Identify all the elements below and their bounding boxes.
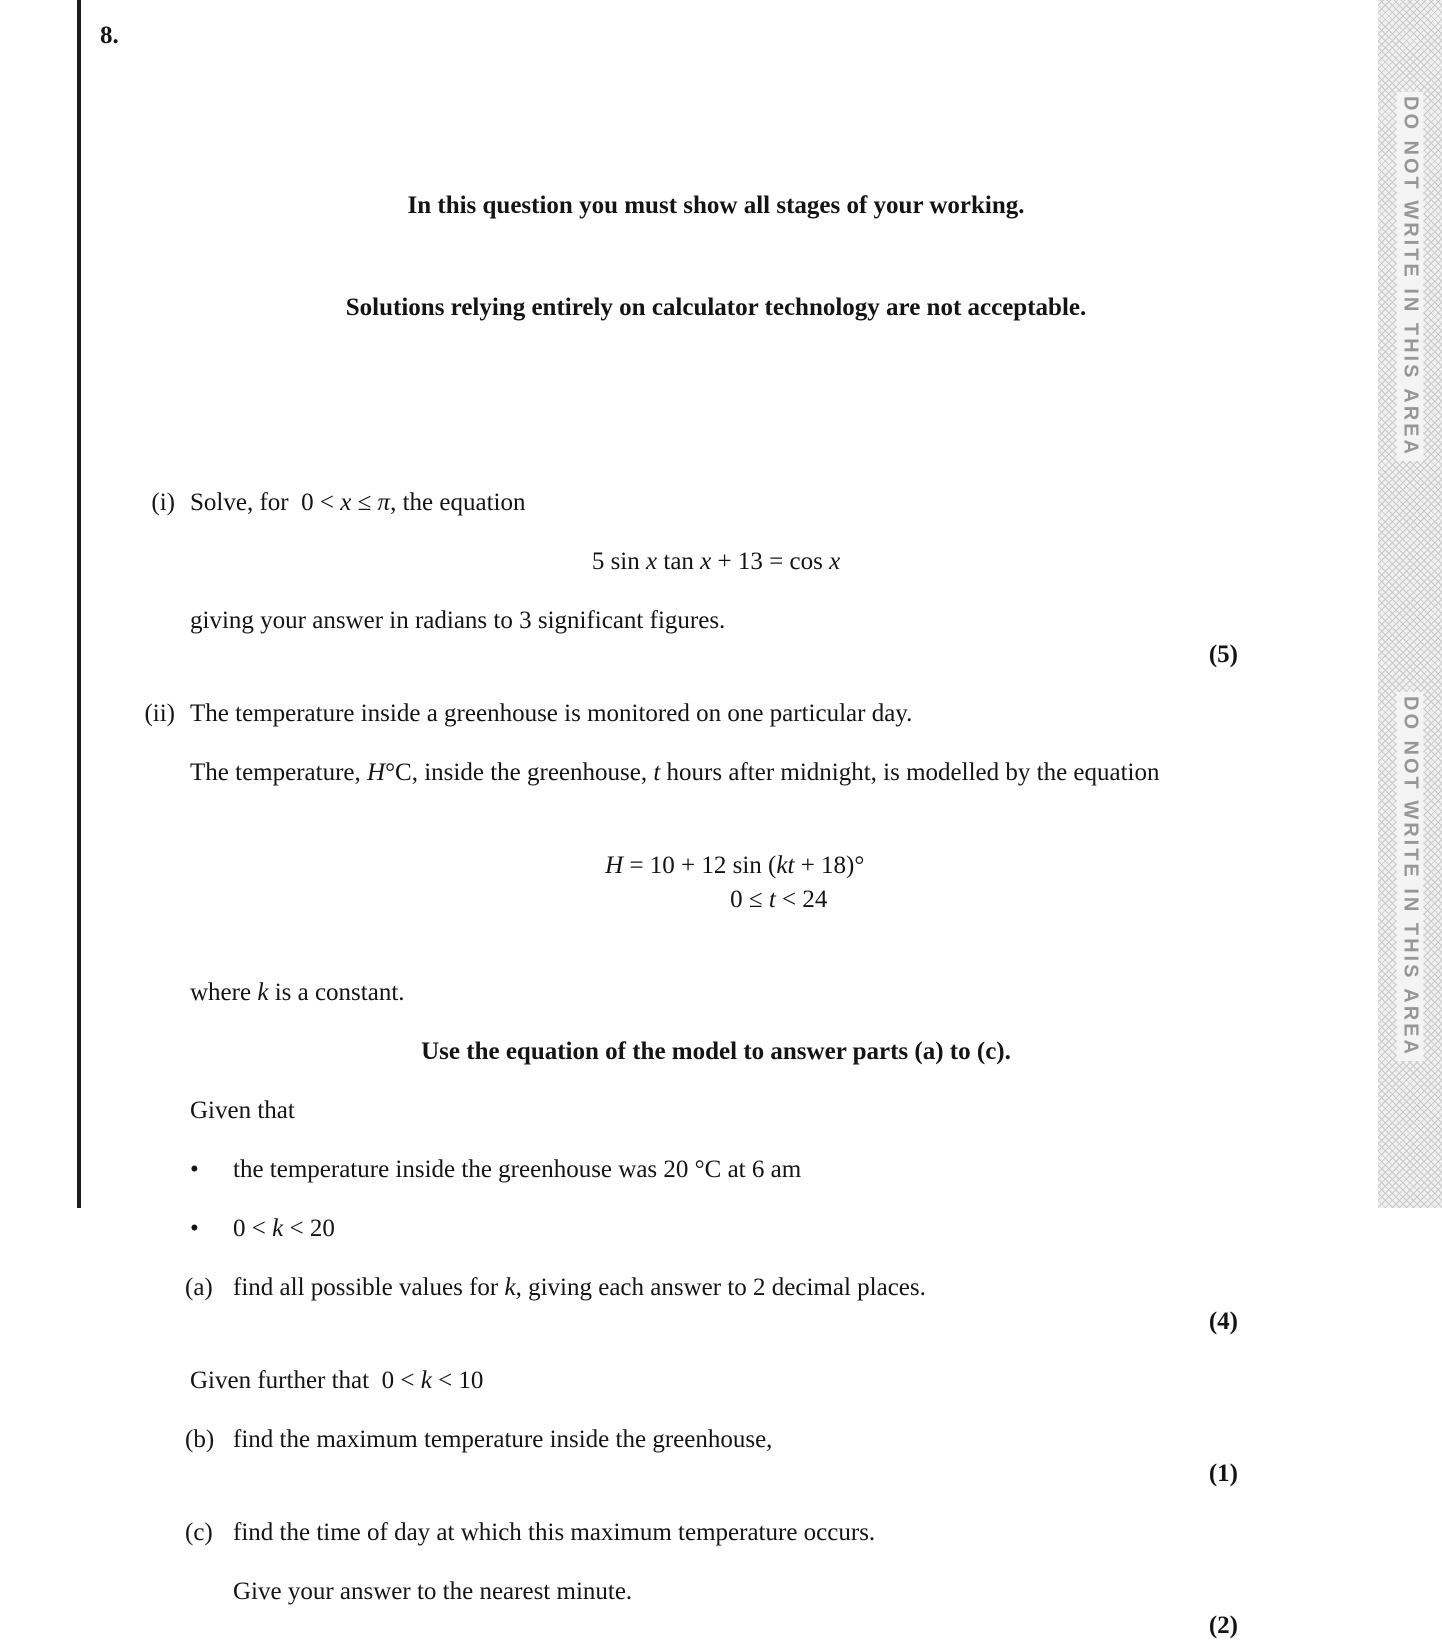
part-b-label: (b) [185,1426,215,1453]
part-ii-intro: The temperature inside a greenhouse is monitored on one particular day. [190,700,913,727]
do-not-write-margin [1378,0,1442,1208]
model-instruction: Use the equation of the model to answer parts (a) to (c). [421,1038,1011,1065]
question-content [100,0,1242,1643]
part-c-label: (c) [185,1519,213,1546]
part-a-text: find all possible values for k, giving each answer to 2 decimal places. [233,1274,926,1301]
part-i-marks: (5) [1208,641,1238,668]
constant-note: where k is a constant. [190,979,405,1006]
bullet-item-k-range [190,1212,1242,1246]
given-that-text: Given that [190,1097,295,1124]
given-further-text: Given further that 0 < k < 10 [190,1367,484,1394]
question-header [100,19,1242,461]
part-c-row [185,1516,1242,1550]
part-i-intro: Solve, for 0 < x ≤ π, the equation [190,489,526,516]
part-ii-row [100,697,1242,731]
part-ii-label: (ii) [144,700,175,727]
part-i-equation: 5 sin x tan x + 13 = cos x [591,548,841,575]
model-equation-line [190,815,1242,951]
part-b-text: find the maximum temperature inside the greenhouse, [233,1426,773,1453]
do-not-write-label-top: DO NOT WRITE IN THIS AREA [1397,92,1424,461]
part-a-label: (a) [185,1274,213,1301]
part-b-row [185,1423,1242,1457]
page-left-rule [77,0,81,1208]
part-c-text-2: Give your answer to the nearest minute. [233,1578,633,1605]
bullet-icon: • [190,1215,199,1242]
part-a-row [185,1271,1242,1305]
part-i-row [100,486,1242,520]
part-b-marks: (1) [1208,1460,1238,1487]
question-instructions [190,121,1242,393]
instruction-line-2: Solutions relying entirely on calculator technology are not acceptable. [345,294,1087,321]
question-number: 8. [100,22,119,49]
instruction-line-1: In this question you must show all stages of your working. [407,192,1025,219]
part-ii-model-text: The temperature, H°C, inside the greenhouse, t hours after midnight, is modelled by the equation [190,759,1160,786]
bullet-item-temperature [190,1153,1242,1187]
model-equation-domain: 0 ≤ t < 24 [730,886,828,913]
bullet-icon: • [190,1156,199,1183]
model-equation: H = 10 + 12 sin (kt + 18)° [605,852,865,879]
part-c-text: find the time of day at which this maximum temperature occurs. [233,1519,876,1546]
part-i-label: (i) [151,489,175,516]
bullet-text-k-range: 0 < k < 20 [233,1215,335,1242]
part-i-outro: giving your answer in radians to 3 significant figures. [190,607,726,634]
bullet-text-temperature: the temperature inside the greenhouse was 20 °C at 6 am [233,1156,802,1183]
part-c-marks: (2) [1208,1612,1238,1639]
do-not-write-label-bottom: DO NOT WRITE IN THIS AREA [1397,692,1424,1061]
part-a-marks: (4) [1208,1308,1238,1335]
